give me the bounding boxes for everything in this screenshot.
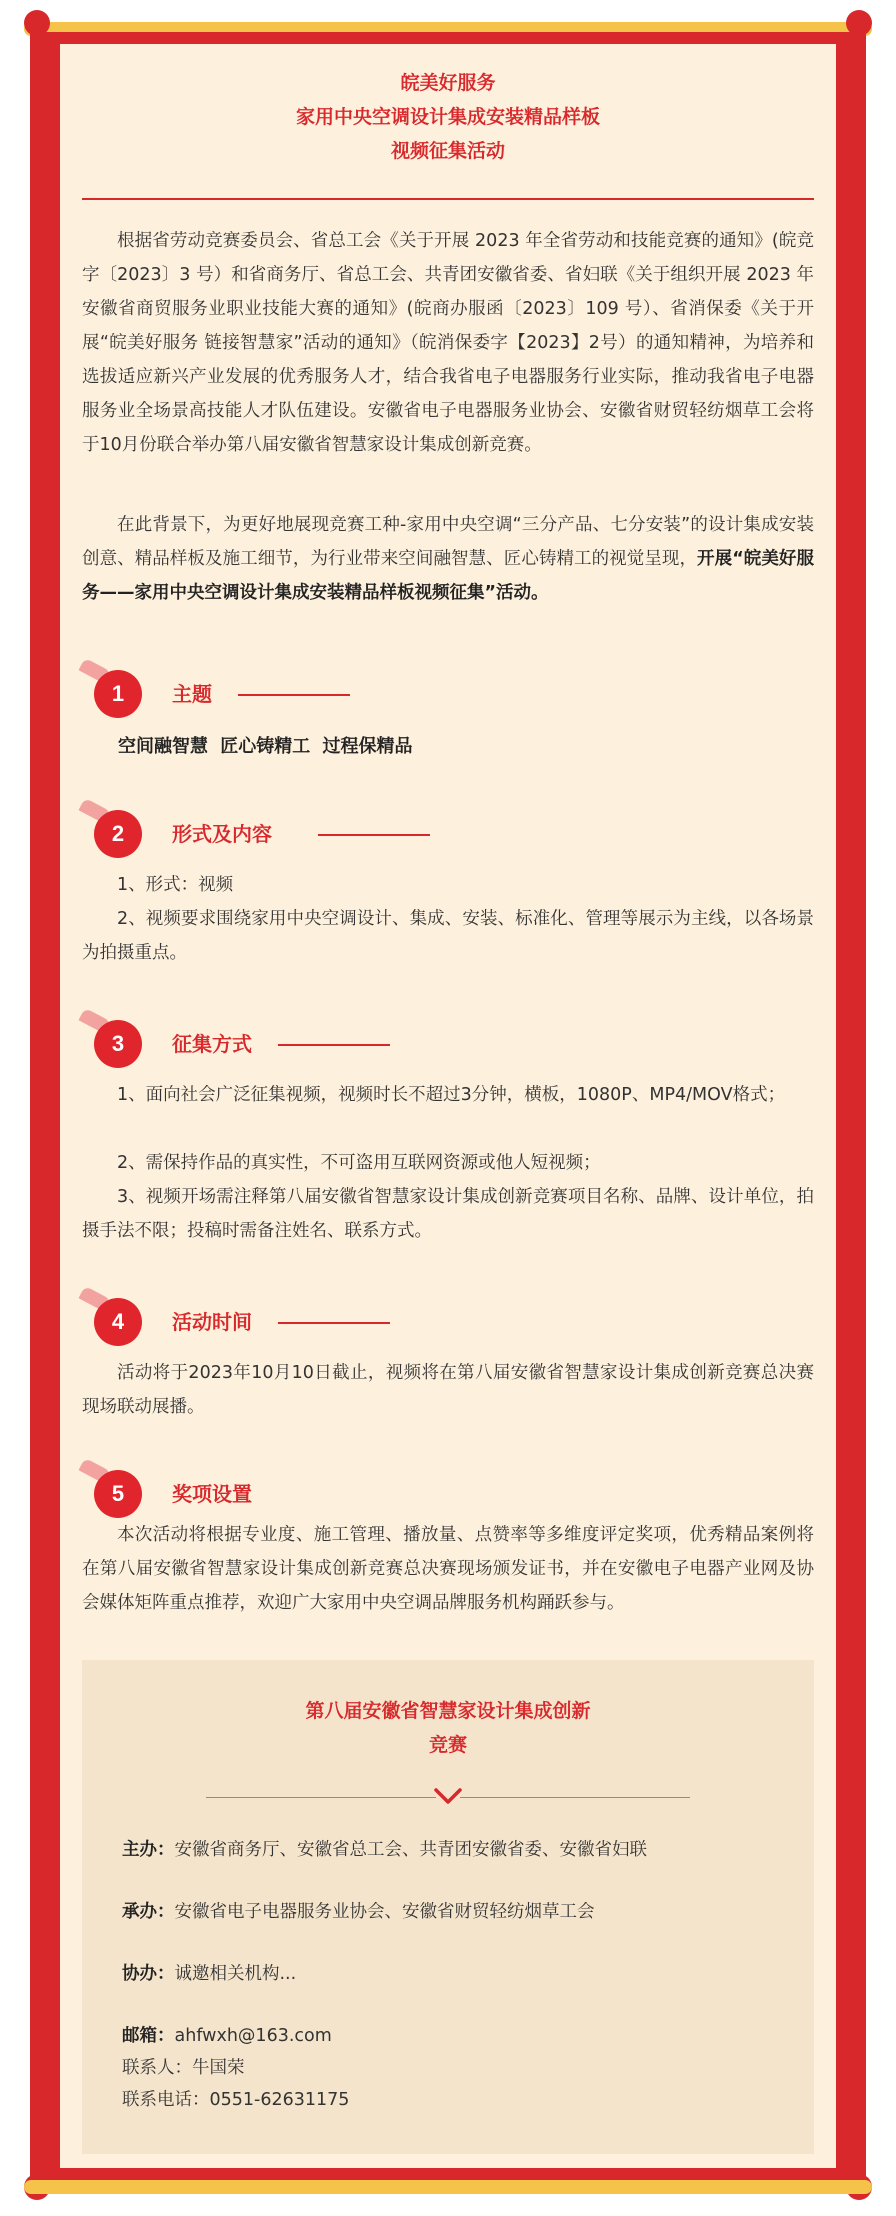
section-title-line: [238, 694, 350, 696]
collect-item-1: 1、面向社会广泛征集视频，视频时长不超过3分钟，横板，1080P、MP4/MOV格式；: [117, 1085, 786, 1105]
email-label: 邮箱：: [122, 2026, 175, 2046]
form-item-2: 2、视频要求围绕家用中央空调设计、集成、安装、标准化、管理等展示为主线，以各场景为拍摄重点。: [82, 909, 814, 963]
section-number: 5: [94, 1470, 142, 1518]
title-line-3: 视频征集活动: [390, 140, 505, 162]
content-panel: [60, 44, 836, 2168]
phone-row: 联系电话：0551-62631175: [122, 2090, 350, 2110]
page-title: [60, 66, 836, 168]
section-title: 形式及内容: [172, 822, 272, 846]
form-item-1: 1、形式：视频: [117, 875, 234, 895]
undertaker-label: 承办：: [122, 1902, 175, 1922]
organizer-info-box: [82, 1660, 814, 2154]
intro-paragraph-2-text: 在此背景下，为更好地展现竞赛工种-家用中央空调“三分产品、七分安装”的设计集成安装创意、精品样板及施工细节，为行业带来空间融智慧、匠心铸精工的视觉呈现，: [82, 515, 814, 569]
section-number: 3: [94, 1020, 142, 1068]
chevron-down-icon: [432, 1784, 464, 1808]
section-title-line: [278, 1322, 390, 1324]
section-title: 征集方式: [172, 1032, 252, 1056]
organizer-row: [122, 1834, 782, 1866]
collect-item-3: 3、视频开场需注释第八届安徽省智慧家设计集成创新竞赛项目名称、品牌、设计单位，拍摄手法不限；投稿时需备注姓名、联系方式。: [82, 1187, 814, 1241]
section-title-line: [318, 834, 430, 836]
time-item: 活动将于2023年10月10日截止，视频将在第八届安徽省智慧家设计集成创新竞赛总决赛现场联动展播。: [82, 1363, 814, 1417]
title-line-1: 皖美好服务: [400, 72, 496, 94]
co-organizer-value: 诚邀相关机构...: [174, 1964, 297, 1984]
info-title: [82, 1694, 814, 1762]
section-title: 奖项设置: [172, 1482, 252, 1506]
section-number: 2: [94, 810, 142, 858]
theme-motto: 空间融智慧 匠心铸精工 过程保精品: [118, 736, 413, 757]
info-divider-right: [460, 1797, 690, 1798]
corner-knob: [846, 10, 872, 36]
section-title: 主题: [172, 682, 212, 706]
section-number: 4: [94, 1298, 142, 1346]
co-organizer-row: [122, 1958, 782, 1990]
right-scroll-edge: [850, 30, 866, 2190]
section-title: 活动时间: [172, 1310, 252, 1334]
section-header-2: [80, 800, 580, 860]
title-line-2: 家用中央空调设计集成安装精品样板: [295, 106, 600, 128]
collect-item-2: 2、需保持作品的真实性，不可盗用互联网资源或他人短视频；: [117, 1153, 601, 1173]
info-title-line-2: 竞赛: [428, 1734, 467, 1756]
info-divider-left: [206, 1797, 436, 1798]
email-row: [122, 2020, 782, 2052]
info-title-line-1: 第八届安徽省智慧家设计集成创新: [305, 1700, 591, 1722]
organizer-value: 安徽省商务厅、安徽省总工会、共青团安徽省委、安徽省妇联: [174, 1840, 647, 1860]
section-header-3: [80, 1010, 580, 1070]
contact-row: 联系人：牛国荣: [122, 2058, 245, 2078]
award-item: 本次活动将根据专业度、施工管理、播放量、点赞率等多维度评定奖项，优秀精品案例将在第八届安徽省智慧家设计集成创新竞赛总决赛现场颁发证书，并在安徽电子电器产业网及协会媒体矩阵重点推荐，欢迎广大家用中央空调品牌服务机构踊跃参与。: [82, 1525, 814, 1613]
section-title-line: [278, 1044, 390, 1046]
title-divider: [82, 198, 814, 200]
section-header-5: [80, 1460, 580, 1520]
section-number: 1: [94, 670, 142, 718]
intro-paragraph-1: 根据省劳动竞赛委员会、省总工会《关于开展 2023 年全省劳动和技能竞赛的通知》(皖竞字〔2023〕3 号）和省商务厅、省总工会、共青团安徽省委、省妇联《关于组织开展 2023 年安徽省商贸服务业职业技能大赛的通知》(皖商办服函〔2023〕109 号）、省消保委《关于开展“皖美好服务 链接智慧家”活动的通知》（皖消保委字【2023】2号）的通知精神，为培养和选拔适应新兴产业发展的优秀服务人才，结合我省电子电器服务行业实际，推动我省电子电器服务业全场景高技能人才队伍建设。安徽省电子电器服务业协会、安徽省财贸轻纺烟草工会将于10月份联合举办第八届安徽省智慧家设计集成创新竞赛。: [82, 231, 814, 455]
bottom-rail: [24, 2180, 872, 2194]
undertaker-row: [122, 1896, 782, 1928]
intro-paragraph-2-bold: 开展“皖美好服务——家用中央空调设计集成安装精品样板视频征集”活动。: [82, 549, 814, 603]
undertaker-value: 安徽省电子电器服务业协会、安徽省财贸轻纺烟草工会: [174, 1902, 595, 1922]
email-value[interactable]: ahfwxh@163.com: [174, 2026, 332, 2046]
organizer-label: 主办：: [122, 1840, 175, 1860]
corner-knob: [24, 10, 50, 36]
section-header-1: [80, 660, 580, 720]
co-organizer-label: 协办：: [122, 1964, 175, 1984]
intro-paragraph-2: [82, 508, 814, 610]
section-header-4: [80, 1288, 580, 1348]
